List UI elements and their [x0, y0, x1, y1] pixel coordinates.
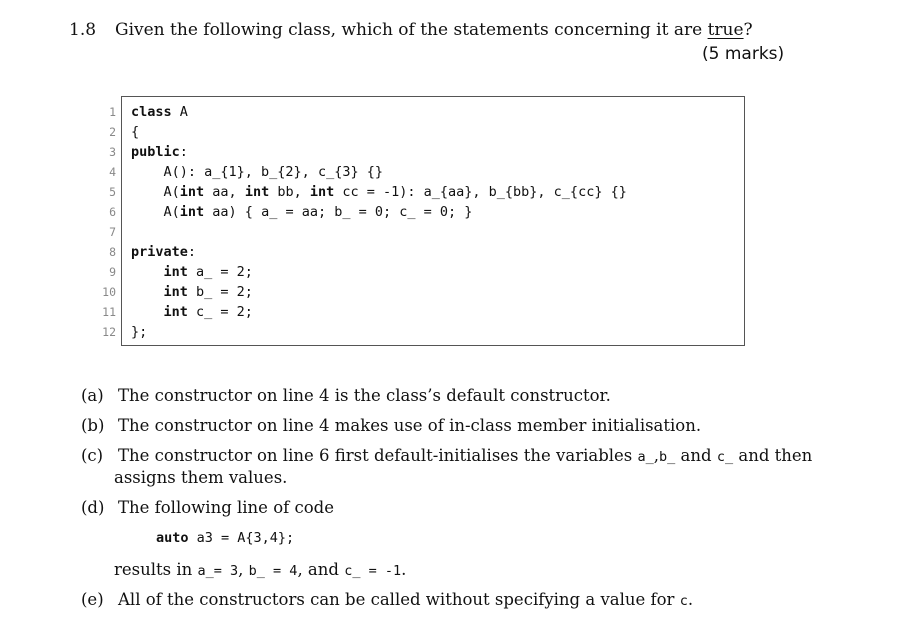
line-number: 2 — [109, 125, 116, 139]
option-c-continuation — [114, 468, 287, 487]
question-text-emphasis: true — [707, 20, 744, 40]
code-keyword: int — [309, 184, 335, 200]
code-keyword: int — [179, 184, 205, 200]
code-line: }; — [131, 324, 148, 340]
code-keyword: int — [163, 304, 188, 320]
code-keyword: private — [131, 244, 188, 260]
code-line: int a_ = 2; — [163, 264, 253, 280]
code-line: class A — [131, 104, 188, 120]
option-label: (b) — [81, 416, 105, 435]
option-b — [81, 416, 701, 435]
code-line: int b_ = 2; — [163, 284, 253, 300]
result-and: , and — [297, 560, 345, 579]
and-text: and — [675, 446, 717, 465]
result-a: a_= 3 — [197, 563, 239, 579]
code-line: { — [131, 124, 140, 140]
code-line-numbers — [90, 102, 116, 342]
snippet-rest: a3 = A{3,4}; — [188, 530, 295, 546]
line-number: 5 — [109, 185, 116, 199]
code-var: c — [679, 593, 688, 609]
code-line: A(int aa) { a_ = aa; b_ = 0; c_ = 0; } — [163, 204, 473, 220]
option-end: . — [687, 590, 694, 609]
option-text: All of the constructors can be called without specifying a value for — [118, 590, 680, 609]
code-line: public: — [131, 144, 188, 160]
question-number: 1.8 — [69, 20, 97, 40]
option-e — [81, 590, 693, 609]
option-d — [81, 498, 334, 517]
option-a — [81, 386, 611, 405]
option-c — [81, 446, 812, 465]
code-line: A(int aa, int bb, int cc = -1): a_{aa}, b_{bb}, c_{cc} {} — [163, 184, 627, 200]
line-number: 11 — [102, 305, 116, 319]
code-line: int c_ = 2; — [163, 304, 253, 320]
line-number: 10 — [102, 285, 116, 299]
separator: , — [653, 446, 660, 465]
code-keyword: class — [131, 104, 172, 120]
option-label: (e) — [81, 590, 104, 609]
line-number: 4 — [109, 165, 116, 179]
code-var-b: b_ — [659, 449, 676, 465]
result-b: b_ = 4 — [248, 563, 298, 579]
code-line — [131, 222, 627, 242]
code-snippet — [156, 530, 294, 546]
code-keyword: int — [179, 204, 205, 220]
code-line: A(): a_{1}, b_{2}, c_{3} {} — [163, 164, 383, 180]
line-number: 9 — [109, 265, 116, 279]
question-text — [115, 20, 753, 40]
code-keyword: int — [163, 264, 188, 280]
option-text-cont: and then — [733, 446, 813, 465]
code-var-a: a_ — [637, 449, 654, 465]
option-label: (a) — [81, 386, 104, 405]
result-end: . — [401, 560, 407, 579]
code-line: private: — [131, 244, 197, 260]
result-prefix: results in — [114, 560, 198, 579]
option-text: assigns them values. — [114, 468, 288, 487]
question-text-after: ? — [743, 20, 753, 40]
line-number: 3 — [109, 145, 116, 159]
option-d-result: results in a_= 3, b_ = 4, and c_ = -1. — [114, 560, 407, 579]
line-number: 12 — [102, 325, 116, 339]
line-number: 8 — [109, 245, 116, 259]
question-text-before: Given the following class, which of the statements concerning it are — [115, 20, 708, 40]
option-text: The constructor on line 4 is the class’s default constructor. — [118, 386, 611, 405]
code-keyword: public — [131, 144, 180, 160]
option-label: (d) — [81, 498, 105, 517]
marks-label: (5 marks) — [702, 44, 785, 64]
option-text: The constructor on line 4 makes use of in-class member initialisation. — [118, 416, 702, 435]
code-keyword: int — [244, 184, 270, 200]
code-keyword: int — [163, 284, 188, 300]
line-number: 7 — [109, 225, 116, 239]
code-var-c: c_ — [716, 449, 734, 465]
option-text: The constructor on line 6 first default-initialises the variables — [118, 446, 633, 465]
result-c: c_ = -1 — [344, 563, 402, 579]
option-label: (c) — [81, 446, 104, 465]
option-text: The following line of code — [118, 498, 334, 517]
line-number: 6 — [109, 205, 116, 219]
snippet-keyword: auto — [156, 530, 189, 546]
code-listing — [131, 102, 627, 342]
line-number: 1 — [109, 105, 116, 119]
